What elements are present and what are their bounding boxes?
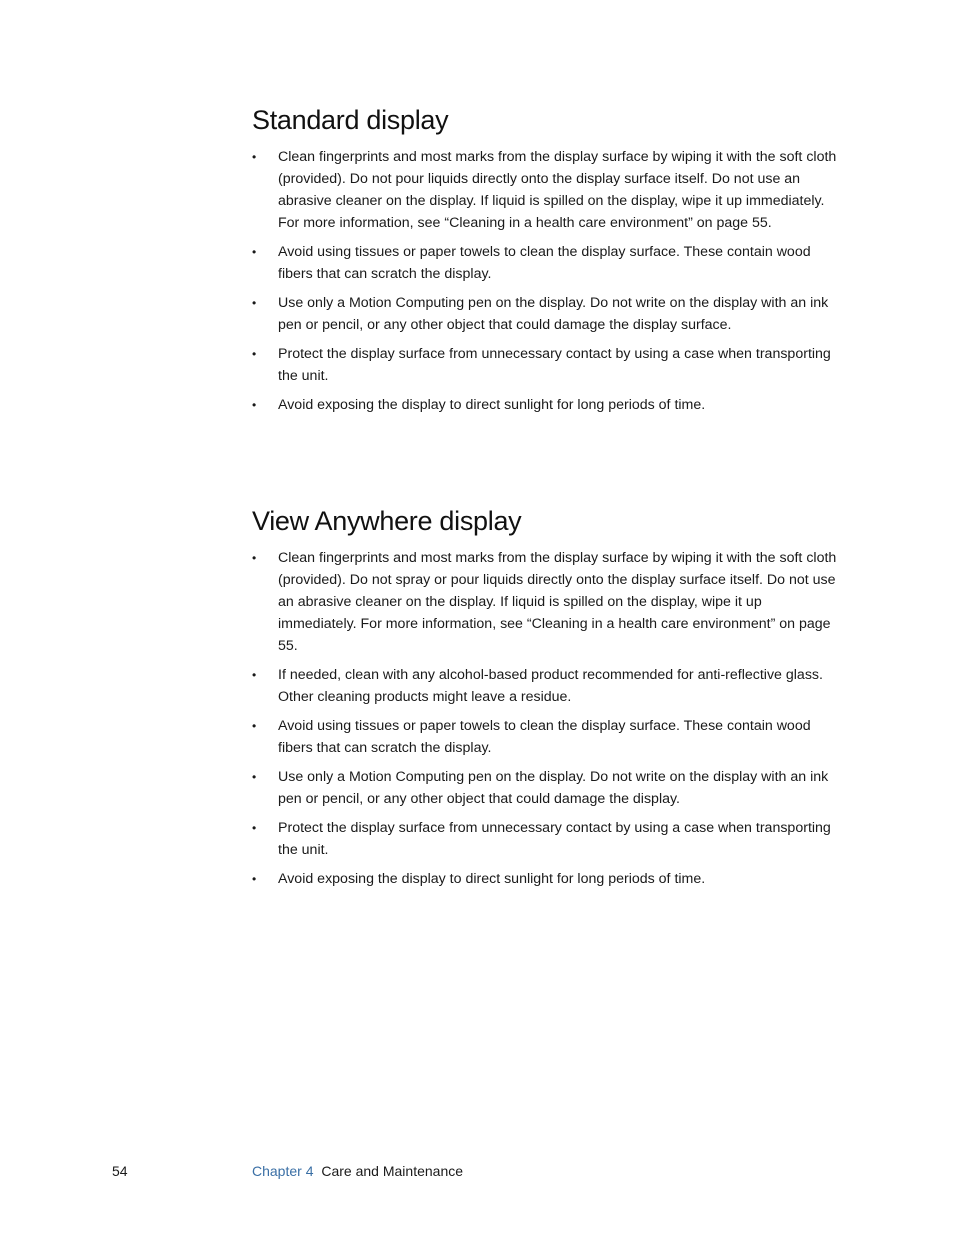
bullet-icon: • <box>252 719 257 733</box>
bullet-icon: • <box>252 551 257 565</box>
list-item-text: Clean fingerprints and most marks from the display surface by wiping it with the soft cloth (provided). Do not spray or pour liquids directly onto the display surface itself. Do not use an abrasive cleaner on the display. If liquid is spilled on the display, wipe it up immediately. For more information, see “Cleaning in a health care environment” on page 55. <box>278 550 837 654</box>
bullet-icon: • <box>252 872 257 886</box>
bullet-list <box>252 547 844 890</box>
bullet-icon: • <box>252 150 257 164</box>
bullet-icon: • <box>252 296 257 310</box>
list-item <box>252 664 844 708</box>
list-item-text: Avoid using tissues or paper towels to clean the display surface. These contain wood fibers that can scratch the display. <box>278 244 811 282</box>
list-item-text: Avoid exposing the display to direct sunlight for long periods of time. <box>278 871 706 887</box>
list-item-text: Avoid using tissues or paper towels to clean the display surface. These contain wood fibers that can scratch the display. <box>278 718 811 756</box>
list-item-text: If needed, clean with any alcohol-based product recommended for anti-reflective glass. Other cleaning products might leave a residue. <box>278 667 823 705</box>
bullet-icon: • <box>252 245 257 259</box>
list-item <box>252 817 844 861</box>
list-item <box>252 766 844 810</box>
section-heading: Standard display <box>252 105 449 135</box>
list-item-text: Protect the display surface from unnecessary contact by using a case when transporting the unit. <box>278 820 831 858</box>
bullet-icon: • <box>252 668 257 682</box>
bullet-icon: • <box>252 347 257 361</box>
list-item-text: Use only a Motion Computing pen on the display. Do not write on the display with an ink pen or pencil, or any other object that could damage the display. <box>278 769 829 807</box>
section-view-anywhere-display <box>252 505 844 897</box>
bullet-icon: • <box>252 398 257 412</box>
list-item-text: Avoid exposing the display to direct sunlight for long periods of time. <box>278 397 706 413</box>
list-item-text: Protect the display surface from unnecessary contact by using a case when transporting the unit. <box>278 346 831 384</box>
chapter-label: Chapter 4 <box>252 1163 314 1179</box>
list-item <box>252 343 844 387</box>
bullet-icon: • <box>252 770 257 784</box>
bullet-list <box>252 146 844 416</box>
list-item-text: Clean fingerprints and most marks from the display surface by wiping it with the soft cloth (provided). Do not pour liquids directly onto the display surface itself. Do not use an abrasive cleaner on the display. If liquid is spilled on the display, wipe it up immediately. For more information, see “Cleaning in a health care environment” on page 55. <box>278 149 837 231</box>
list-item <box>252 868 844 890</box>
list-item <box>252 715 844 759</box>
list-item <box>252 292 844 336</box>
page-number: 54 <box>112 1163 128 1179</box>
list-item-text: Use only a Motion Computing pen on the display. Do not write on the display with an ink pen or pencil, or any other object that could damage the display surface. <box>278 295 829 333</box>
section-standard-display <box>252 104 844 423</box>
list-item <box>252 146 844 234</box>
chapter-title: Care and Maintenance <box>321 1163 464 1179</box>
list-item <box>252 394 844 416</box>
bullet-icon: • <box>252 821 257 835</box>
chapter-reference <box>252 1161 463 1181</box>
section-heading: View Anywhere display <box>252 506 522 536</box>
list-item <box>252 547 844 657</box>
list-item <box>252 241 844 285</box>
